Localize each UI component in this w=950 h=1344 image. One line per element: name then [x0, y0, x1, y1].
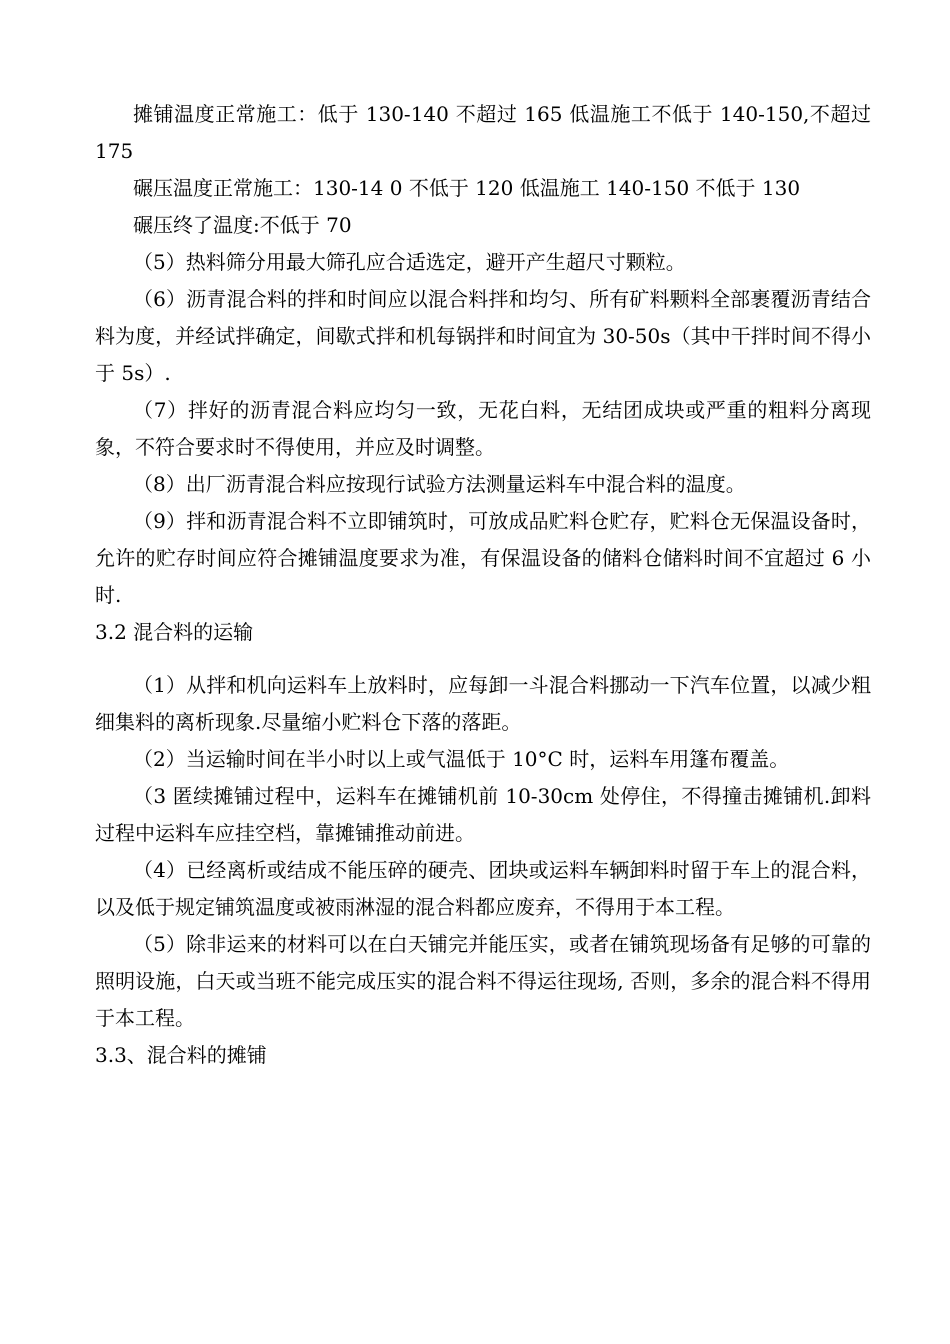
paragraph-transport-5: （5）除非运来的材料可以在白天铺完并能压实，或者在铺筑现场备有足够的可靠的照明设施，白天或当班不能完成压实的混合料不得运往现场, 否则，多余的混合料不得用于本工程。 [95, 932, 871, 1030]
section-heading-transport: 3.2 混合料的运输 [95, 620, 254, 644]
paragraph-transport-3: （3 匿续摊铺过程中，运料车在摊铺机前 10-30cm 处停住，不得撞击摊铺机.卸料过程中运料车应挂空档，靠摊铺推动前进。 [95, 784, 871, 845]
paragraph-rolling-end-temperature: 碾压终了温度:不低于 70 [133, 213, 352, 237]
paragraph-transport-4: （4）已经离析或结成不能压碎的硬壳、团块或运料车辆卸料时留于车上的混合料，以及低于规定铺筑温度或被雨淋湿的混合料都应废弃，不得用于本工程。 [95, 858, 871, 919]
paragraph-item-7-uniformity: （7）拌好的沥青混合料应均匀一致，无花白料，无结团成块或严重的粗料分离现象，不符合要求时不得使用，并应及时调整。 [95, 398, 871, 459]
section-heading-paving: 3.3、混合料的摊铺 [95, 1043, 267, 1067]
paragraph-item-6-mixing-time: （6）沥青混合料的拌和时间应以混合料拌和均匀、所有矿料颗料全部裹覆沥青结合料为度，并经试拌确定，间歇式拌和机每锅拌和时间宜为 30-50s（其中干拌时间不得小于 5s）. [95, 287, 871, 385]
paragraph-item-8-temperature-check: （8）出厂沥青混合料应按现行试验方法测量运料车中混合料的温度。 [133, 472, 746, 496]
paragraph-transport-1: （1）从拌和机向运料车上放料时，应每卸一斗混合料挪动一下汽车位置，以减少粗细集料的离析现象.尽量缩小贮料仓下落的落距。 [95, 673, 871, 734]
paragraph-item-5-screening: （5）热料筛分用最大筛孔应合适选定，避开产生超尺寸颗粒。 [133, 250, 686, 274]
paragraph-item-9-storage: （9）拌和沥青混合料不立即铺筑时，可放成品贮料仓贮存，贮料仓无保温设备时，允许的贮存时间应符合摊铺温度要求为准，有保温设备的储料仓储料时间不宜超过 6 小时. [95, 509, 871, 607]
paragraph-transport-2: （2）当运输时间在半小时以上或气温低于 10°C 时，运料车用篷布覆盖。 [133, 747, 790, 771]
document-page [95, 96, 871, 1074]
paragraph-paving-temperature: 摊铺温度正常施工：低于 130-140 不超过 165 低温施工不低于 140-150,不超过 175 [95, 102, 871, 163]
paragraph-rolling-temperature: 碾压温度正常施工：130-14 0 不低于 120 低温施工 140-150 不低于 130 [133, 176, 801, 200]
